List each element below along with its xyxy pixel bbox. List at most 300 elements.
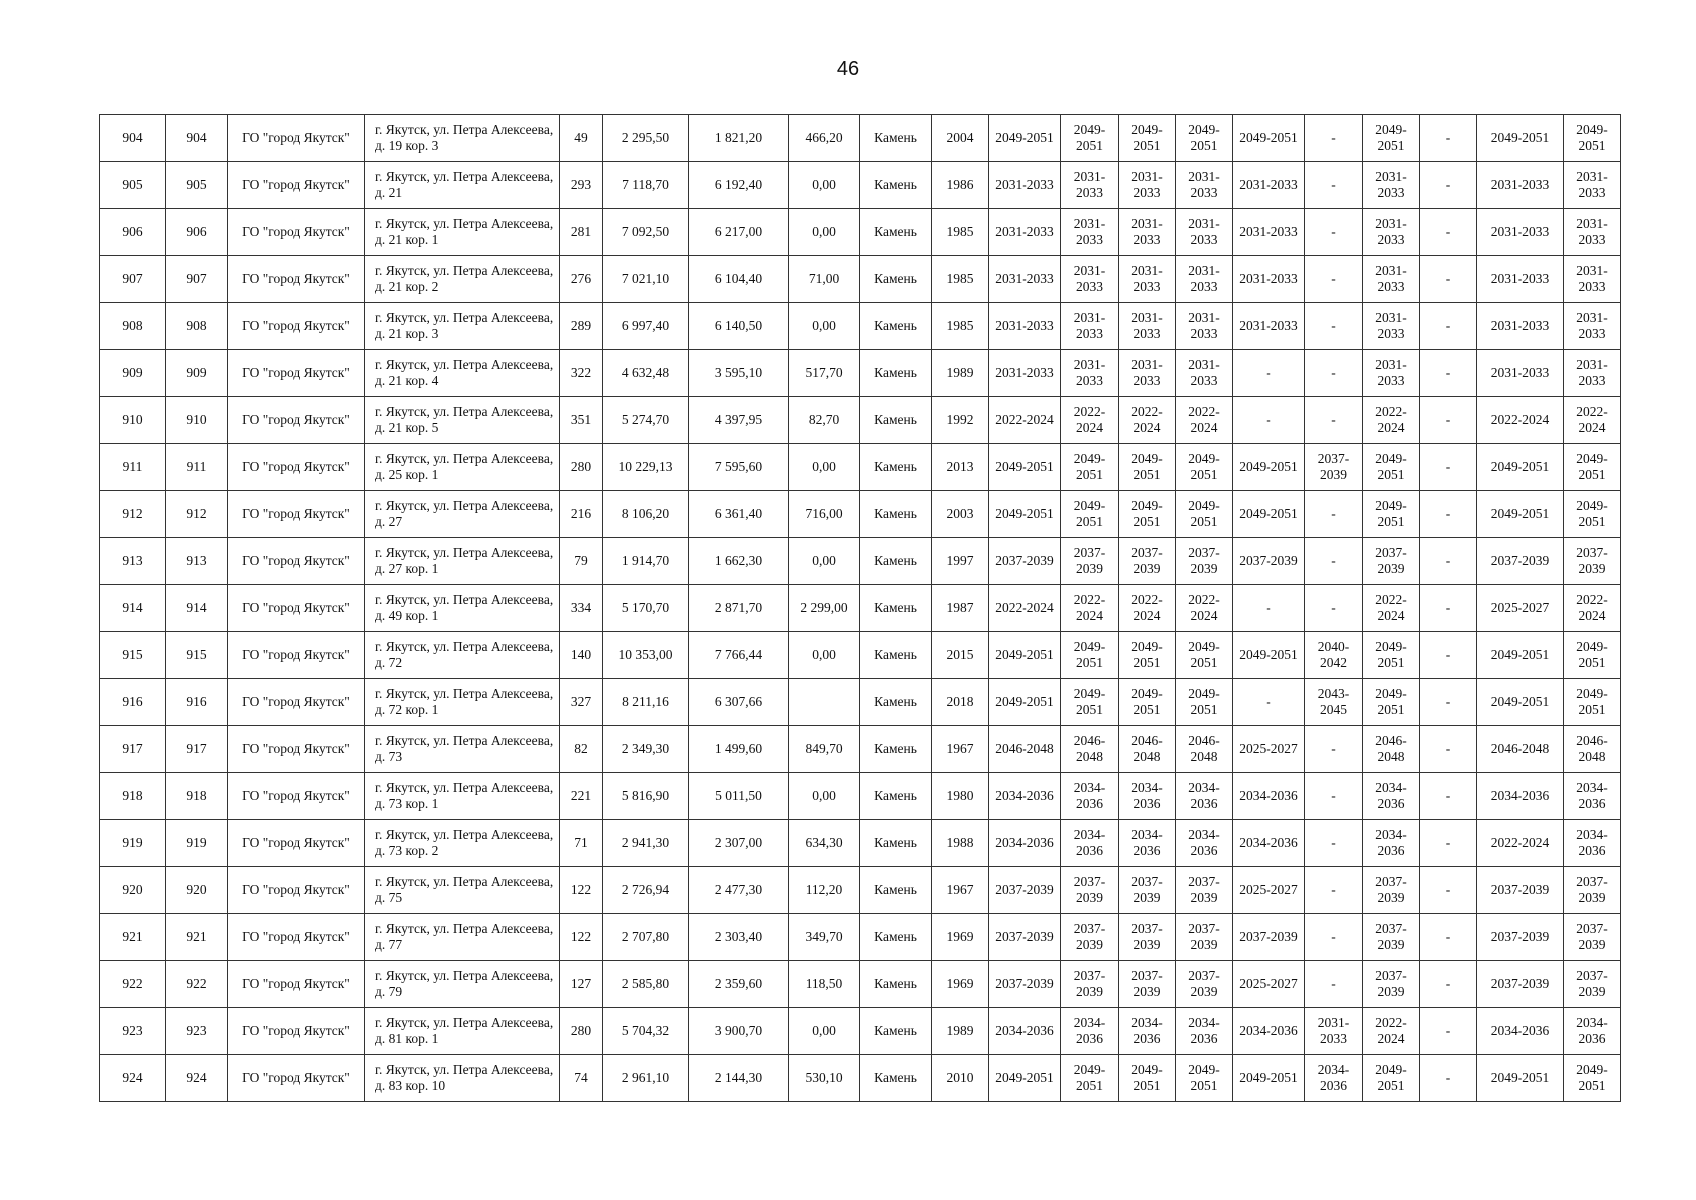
work-period-cell: 2031-2033 <box>989 256 1061 303</box>
address-cell: г. Якутск, ул. Петра Алексеева, д. 75 <box>365 867 560 914</box>
residential-area-cell: 3 595,10 <box>689 350 789 397</box>
residential-area-cell: 2 303,40 <box>689 914 789 961</box>
work-period-cell: 2049-2051 <box>1061 1055 1119 1102</box>
work-period-cell: 2049-2051 <box>989 679 1061 726</box>
work-period-cell: 2034-2036 <box>1564 820 1621 867</box>
address-cell: г. Якутск, ул. Петра Алексеева, д. 21 <box>365 162 560 209</box>
build-year-cell: 1989 <box>932 1008 989 1055</box>
work-period-cell: 2049-2051 <box>1176 491 1233 538</box>
wall-material-cell: Камень <box>860 1008 932 1055</box>
work-period-cell: 2049-2051 <box>1564 679 1621 726</box>
work-period-cell: 2031-2033 <box>1119 209 1176 256</box>
build-year-cell: 1986 <box>932 162 989 209</box>
work-period-cell: 2034-2036 <box>1061 820 1119 867</box>
work-period-cell: 2031-2033 <box>1477 303 1564 350</box>
work-period-cell: - <box>1305 726 1363 773</box>
address-cell: г. Якутск, ул. Петра Алексеева, д. 21 кор. 3 <box>365 303 560 350</box>
work-period-cell: - <box>1305 914 1363 961</box>
work-period-cell: 2034-2036 <box>989 773 1061 820</box>
total-area-cell: 6 997,40 <box>603 303 689 350</box>
work-period-cell: 2037-2039 <box>1564 867 1621 914</box>
work-period-cell: 2034-2036 <box>1233 820 1305 867</box>
residential-area-cell: 1 821,20 <box>689 115 789 162</box>
work-period-cell: 2031-2033 <box>1061 256 1119 303</box>
build-year-cell: 2003 <box>932 491 989 538</box>
work-period-cell: 2049-2051 <box>1477 632 1564 679</box>
build-year-cell: 1969 <box>932 914 989 961</box>
residents-cell: 49 <box>560 115 603 162</box>
work-period-cell: 2031-2033 <box>1233 209 1305 256</box>
work-period-cell: 2037-2039 <box>1477 914 1564 961</box>
registry-number-cell: 916 <box>166 679 228 726</box>
registry-number-cell: 905 <box>166 162 228 209</box>
work-period-cell: 2034-2036 <box>1233 773 1305 820</box>
wall-material-cell: Камень <box>860 867 932 914</box>
residential-area-cell: 2 359,60 <box>689 961 789 1008</box>
residents-cell: 322 <box>560 350 603 397</box>
registry-number-cell: 907 <box>166 256 228 303</box>
work-period-cell: 2049-2051 <box>1119 679 1176 726</box>
work-period-cell: 2049-2051 <box>1363 115 1420 162</box>
total-area-cell: 10 353,00 <box>603 632 689 679</box>
work-period-cell: 2037-2039 <box>1477 538 1564 585</box>
work-period-cell: 2049-2051 <box>1477 491 1564 538</box>
municipality-cell: ГО "город Якутск" <box>228 867 365 914</box>
work-period-cell: 2037-2039 <box>1233 538 1305 585</box>
row-number-cell: 920 <box>100 867 166 914</box>
registry-number-cell: 908 <box>166 303 228 350</box>
table-row <box>100 914 1621 961</box>
work-period-cell: - <box>1305 820 1363 867</box>
wall-material-cell: Камень <box>860 303 932 350</box>
address-cell: г. Якутск, ул. Петра Алексеева, д. 72 <box>365 632 560 679</box>
work-period-cell: - <box>1420 256 1477 303</box>
work-period-cell: 2049-2051 <box>989 632 1061 679</box>
table-row <box>100 632 1621 679</box>
work-period-cell: 2031-2033 <box>1363 209 1420 256</box>
nonresidential-area-cell: 71,00 <box>789 256 860 303</box>
residential-area-cell: 3 900,70 <box>689 1008 789 1055</box>
work-period-cell: - <box>1305 538 1363 585</box>
wall-material-cell: Камень <box>860 632 932 679</box>
row-number-cell: 917 <box>100 726 166 773</box>
address-cell: г. Якутск, ул. Петра Алексеева, д. 73 кор. 2 <box>365 820 560 867</box>
residential-area-cell: 6 104,40 <box>689 256 789 303</box>
residents-cell: 351 <box>560 397 603 444</box>
work-period-cell: 2037-2039 <box>1363 867 1420 914</box>
work-period-cell: - <box>1233 350 1305 397</box>
residents-cell: 276 <box>560 256 603 303</box>
work-period-cell: 2049-2051 <box>1363 444 1420 491</box>
total-area-cell: 2 295,50 <box>603 115 689 162</box>
work-period-cell: 2037-2039 <box>1176 867 1233 914</box>
row-number-cell: 916 <box>100 679 166 726</box>
build-year-cell: 1985 <box>932 256 989 303</box>
work-period-cell: - <box>1420 726 1477 773</box>
work-period-cell: 2037-2039 <box>1363 538 1420 585</box>
wall-material-cell: Камень <box>860 820 932 867</box>
table-row <box>100 491 1621 538</box>
work-period-cell: 2046-2048 <box>1363 726 1420 773</box>
registry-number-cell: 917 <box>166 726 228 773</box>
residential-area-cell: 5 011,50 <box>689 773 789 820</box>
municipality-cell: ГО "город Якутск" <box>228 585 365 632</box>
municipality-cell: ГО "город Якутск" <box>228 1008 365 1055</box>
work-period-cell: 2049-2051 <box>1564 115 1621 162</box>
work-period-cell: 2031-2033 <box>1176 256 1233 303</box>
work-period-cell: 2046-2048 <box>1477 726 1564 773</box>
work-period-cell: 2049-2051 <box>1119 115 1176 162</box>
housing-registry-table <box>99 114 1621 1102</box>
residential-area-cell: 1 662,30 <box>689 538 789 585</box>
work-period-cell: 2031-2033 <box>1233 303 1305 350</box>
work-period-cell: 2034-2036 <box>1176 820 1233 867</box>
total-area-cell: 10 229,13 <box>603 444 689 491</box>
work-period-cell: 2049-2051 <box>1119 632 1176 679</box>
row-number-cell: 904 <box>100 115 166 162</box>
work-period-cell: 2049-2051 <box>1233 1055 1305 1102</box>
work-period-cell: 2034-2036 <box>1477 1008 1564 1055</box>
work-period-cell: - <box>1420 303 1477 350</box>
work-period-cell: 2049-2051 <box>1477 444 1564 491</box>
work-period-cell: 2037-2039 <box>989 867 1061 914</box>
work-period-cell: 2049-2051 <box>989 444 1061 491</box>
total-area-cell: 1 914,70 <box>603 538 689 585</box>
registry-number-cell: 922 <box>166 961 228 1008</box>
municipality-cell: ГО "город Якутск" <box>228 350 365 397</box>
work-period-cell: - <box>1305 397 1363 444</box>
work-period-cell: - <box>1420 350 1477 397</box>
municipality-cell: ГО "город Якутск" <box>228 632 365 679</box>
work-period-cell: 2037-2039 <box>1564 961 1621 1008</box>
work-period-cell: 2022-2024 <box>1363 585 1420 632</box>
work-period-cell: 2049-2051 <box>989 115 1061 162</box>
work-period-cell: - <box>1305 491 1363 538</box>
row-number-cell: 910 <box>100 397 166 444</box>
address-cell: г. Якутск, ул. Петра Алексеева, д. 25 кор. 1 <box>365 444 560 491</box>
total-area-cell: 2 707,80 <box>603 914 689 961</box>
registry-number-cell: 904 <box>166 115 228 162</box>
nonresidential-area-cell: 0,00 <box>789 773 860 820</box>
build-year-cell: 1987 <box>932 585 989 632</box>
table-row <box>100 867 1621 914</box>
work-period-cell: 2031-2033 <box>1119 256 1176 303</box>
residential-area-cell: 1 499,60 <box>689 726 789 773</box>
work-period-cell: 2037-2039 <box>1061 914 1119 961</box>
work-period-cell: 2022-2024 <box>1119 397 1176 444</box>
work-period-cell: 2037-2039 <box>989 538 1061 585</box>
residents-cell: 280 <box>560 1008 603 1055</box>
table-row <box>100 256 1621 303</box>
residents-cell: 289 <box>560 303 603 350</box>
table-row <box>100 115 1621 162</box>
wall-material-cell: Камень <box>860 1055 932 1102</box>
work-period-cell: 2049-2051 <box>1061 491 1119 538</box>
work-period-cell: 2046-2048 <box>989 726 1061 773</box>
row-number-cell: 906 <box>100 209 166 256</box>
work-period-cell: 2049-2051 <box>1564 444 1621 491</box>
registry-number-cell: 914 <box>166 585 228 632</box>
work-period-cell: - <box>1420 491 1477 538</box>
work-period-cell: 2049-2051 <box>1477 1055 1564 1102</box>
work-period-cell: - <box>1305 867 1363 914</box>
table-row <box>100 444 1621 491</box>
registry-number-cell: 910 <box>166 397 228 444</box>
table-row <box>100 1008 1621 1055</box>
build-year-cell: 2004 <box>932 115 989 162</box>
work-period-cell: 2031-2033 <box>1564 256 1621 303</box>
row-number-cell: 922 <box>100 961 166 1008</box>
work-period-cell: - <box>1305 961 1363 1008</box>
nonresidential-area-cell: 0,00 <box>789 1008 860 1055</box>
total-area-cell: 8 106,20 <box>603 491 689 538</box>
work-period-cell: 2031-2033 <box>1564 162 1621 209</box>
work-period-cell: - <box>1305 256 1363 303</box>
work-period-cell: 2037-2039 <box>1564 914 1621 961</box>
row-number-cell: 919 <box>100 820 166 867</box>
work-period-cell: 2022-2024 <box>1363 397 1420 444</box>
row-number-cell: 923 <box>100 1008 166 1055</box>
nonresidential-area-cell: 634,30 <box>789 820 860 867</box>
residents-cell: 79 <box>560 538 603 585</box>
row-number-cell: 918 <box>100 773 166 820</box>
residential-area-cell: 6 192,40 <box>689 162 789 209</box>
work-period-cell: 2034-2036 <box>1176 773 1233 820</box>
work-period-cell: 2037-2039 <box>989 961 1061 1008</box>
build-year-cell: 1992 <box>932 397 989 444</box>
work-period-cell: 2037-2039 <box>1233 914 1305 961</box>
nonresidential-area-cell: 517,70 <box>789 350 860 397</box>
row-number-cell: 912 <box>100 491 166 538</box>
municipality-cell: ГО "город Якутск" <box>228 397 365 444</box>
work-period-cell: 2034-2036 <box>1119 820 1176 867</box>
wall-material-cell: Камень <box>860 538 932 585</box>
work-period-cell: 2031-2033 <box>1061 209 1119 256</box>
work-period-cell: 2031-2033 <box>1363 350 1420 397</box>
nonresidential-area-cell: 0,00 <box>789 632 860 679</box>
work-period-cell: 2049-2051 <box>1176 444 1233 491</box>
work-period-cell: 2034-2036 <box>989 1008 1061 1055</box>
work-period-cell: 2034-2036 <box>989 820 1061 867</box>
work-period-cell: 2037-2039 <box>1477 961 1564 1008</box>
work-period-cell: 2034-2036 <box>1477 773 1564 820</box>
registry-number-cell: 911 <box>166 444 228 491</box>
work-period-cell: 2049-2051 <box>1176 632 1233 679</box>
wall-material-cell: Камень <box>860 491 932 538</box>
municipality-cell: ГО "город Якутск" <box>228 256 365 303</box>
work-period-cell: 2049-2051 <box>1233 491 1305 538</box>
address-cell: г. Якутск, ул. Петра Алексеева, д. 21 кор. 1 <box>365 209 560 256</box>
work-period-cell: - <box>1420 585 1477 632</box>
work-period-cell: 2031-2033 <box>1233 256 1305 303</box>
work-period-cell: 2031-2033 <box>989 303 1061 350</box>
residents-cell: 140 <box>560 632 603 679</box>
residential-area-cell: 6 307,66 <box>689 679 789 726</box>
residential-area-cell: 2 477,30 <box>689 867 789 914</box>
work-period-cell: 2022-2024 <box>1119 585 1176 632</box>
work-period-cell: 2049-2051 <box>1233 115 1305 162</box>
row-number-cell: 924 <box>100 1055 166 1102</box>
build-year-cell: 1980 <box>932 773 989 820</box>
work-period-cell: 2049-2051 <box>1061 632 1119 679</box>
municipality-cell: ГО "город Якутск" <box>228 773 365 820</box>
work-period-cell: - <box>1420 162 1477 209</box>
work-period-cell: 2031-2033 <box>1176 350 1233 397</box>
work-period-cell: 2049-2051 <box>1564 1055 1621 1102</box>
nonresidential-area-cell: 0,00 <box>789 444 860 491</box>
row-number-cell: 914 <box>100 585 166 632</box>
work-period-cell: 2037-2039 <box>1176 914 1233 961</box>
work-period-cell: 2037-2039 <box>1363 914 1420 961</box>
work-period-cell: - <box>1305 303 1363 350</box>
residents-cell: 216 <box>560 491 603 538</box>
work-period-cell: 2037-2039 <box>1061 961 1119 1008</box>
wall-material-cell: Камень <box>860 726 932 773</box>
table-row <box>100 350 1621 397</box>
work-period-cell: 2037-2039 <box>1119 867 1176 914</box>
table-row <box>100 961 1621 1008</box>
work-period-cell: 2022-2024 <box>1176 585 1233 632</box>
address-cell: г. Якутск, ул. Петра Алексеева, д. 27 <box>365 491 560 538</box>
work-period-cell: 2046-2048 <box>1176 726 1233 773</box>
work-period-cell: 2037-2039 <box>1305 444 1363 491</box>
build-year-cell: 1985 <box>932 209 989 256</box>
work-period-cell: 2022-2024 <box>989 397 1061 444</box>
table-row <box>100 162 1621 209</box>
build-year-cell: 2018 <box>932 679 989 726</box>
work-period-cell: 2049-2051 <box>1564 491 1621 538</box>
nonresidential-area-cell: 466,20 <box>789 115 860 162</box>
municipality-cell: ГО "город Якутск" <box>228 162 365 209</box>
registry-number-cell: 918 <box>166 773 228 820</box>
address-cell: г. Якутск, ул. Петра Алексеева, д. 83 кор. 10 <box>365 1055 560 1102</box>
work-period-cell: 2031-2033 <box>989 209 1061 256</box>
work-period-cell: 2037-2039 <box>1176 961 1233 1008</box>
total-area-cell: 7 092,50 <box>603 209 689 256</box>
municipality-cell: ГО "город Якутск" <box>228 303 365 350</box>
work-period-cell: 2049-2051 <box>1119 491 1176 538</box>
work-period-cell: 2034-2036 <box>1119 1008 1176 1055</box>
work-period-cell: 2049-2051 <box>1061 679 1119 726</box>
municipality-cell: ГО "город Якутск" <box>228 1055 365 1102</box>
work-period-cell: 2031-2033 <box>1061 303 1119 350</box>
work-period-cell: 2031-2033 <box>1477 256 1564 303</box>
work-period-cell: 2049-2051 <box>1061 444 1119 491</box>
work-period-cell: 2037-2039 <box>1176 538 1233 585</box>
work-period-cell: 2034-2036 <box>1564 773 1621 820</box>
work-period-cell: - <box>1305 585 1363 632</box>
municipality-cell: ГО "город Якутск" <box>228 209 365 256</box>
work-period-cell: 2034-2036 <box>1061 773 1119 820</box>
address-cell: г. Якутск, ул. Петра Алексеева, д. 77 <box>365 914 560 961</box>
work-period-cell: 2049-2051 <box>1477 679 1564 726</box>
wall-material-cell: Камень <box>860 444 932 491</box>
build-year-cell: 2013 <box>932 444 989 491</box>
wall-material-cell: Камень <box>860 256 932 303</box>
residential-area-cell: 2 871,70 <box>689 585 789 632</box>
municipality-cell: ГО "город Якутск" <box>228 914 365 961</box>
work-period-cell: 2031-2033 <box>1176 162 1233 209</box>
work-period-cell: 2031-2033 <box>1119 350 1176 397</box>
total-area-cell: 8 211,16 <box>603 679 689 726</box>
work-period-cell: 2049-2051 <box>1477 115 1564 162</box>
nonresidential-area-cell: 0,00 <box>789 162 860 209</box>
build-year-cell: 1967 <box>932 867 989 914</box>
total-area-cell: 2 349,30 <box>603 726 689 773</box>
work-period-cell: 2049-2051 <box>1564 632 1621 679</box>
address-cell: г. Якутск, ул. Петра Алексеева, д. 79 <box>365 961 560 1008</box>
row-number-cell: 905 <box>100 162 166 209</box>
total-area-cell: 2 941,30 <box>603 820 689 867</box>
work-period-cell: 2031-2033 <box>1119 303 1176 350</box>
total-area-cell: 2 726,94 <box>603 867 689 914</box>
work-period-cell: - <box>1233 397 1305 444</box>
work-period-cell: 2031-2033 <box>1564 303 1621 350</box>
row-number-cell: 909 <box>100 350 166 397</box>
work-period-cell: 2034-2036 <box>1363 820 1420 867</box>
work-period-cell: - <box>1420 1008 1477 1055</box>
residents-cell: 71 <box>560 820 603 867</box>
work-period-cell: - <box>1420 679 1477 726</box>
build-year-cell: 1988 <box>932 820 989 867</box>
address-cell: г. Якутск, ул. Петра Алексеева, д. 49 кор. 1 <box>365 585 560 632</box>
residents-cell: 127 <box>560 961 603 1008</box>
work-period-cell: 2049-2051 <box>1176 679 1233 726</box>
work-period-cell: 2031-2033 <box>989 350 1061 397</box>
work-period-cell: 2049-2051 <box>1233 632 1305 679</box>
work-period-cell: 2022-2024 <box>1564 397 1621 444</box>
work-period-cell: - <box>1420 209 1477 256</box>
row-number-cell: 913 <box>100 538 166 585</box>
nonresidential-area-cell: 716,00 <box>789 491 860 538</box>
row-number-cell: 921 <box>100 914 166 961</box>
work-period-cell: 2022-2024 <box>1061 397 1119 444</box>
work-period-cell: - <box>1233 585 1305 632</box>
work-period-cell: 2049-2051 <box>1061 115 1119 162</box>
table-row <box>100 773 1621 820</box>
registry-number-cell: 906 <box>166 209 228 256</box>
work-period-cell: 2031-2033 <box>1477 209 1564 256</box>
address-cell: г. Якутск, ул. Петра Алексеева, д. 21 кор. 5 <box>365 397 560 444</box>
work-period-cell: 2031-2033 <box>1363 256 1420 303</box>
work-period-cell: 2031-2033 <box>1305 1008 1363 1055</box>
total-area-cell: 5 170,70 <box>603 585 689 632</box>
work-period-cell: 2022-2024 <box>1477 820 1564 867</box>
address-cell: г. Якутск, ул. Петра Алексеева, д. 81 кор. 1 <box>365 1008 560 1055</box>
work-period-cell: 2037-2039 <box>1564 538 1621 585</box>
wall-material-cell: Камень <box>860 350 932 397</box>
nonresidential-area-cell: 112,20 <box>789 867 860 914</box>
work-period-cell: 2031-2033 <box>1176 209 1233 256</box>
build-year-cell: 2010 <box>932 1055 989 1102</box>
build-year-cell: 1967 <box>932 726 989 773</box>
work-period-cell: 2031-2033 <box>1363 303 1420 350</box>
municipality-cell: ГО "город Якутск" <box>228 726 365 773</box>
work-period-cell: - <box>1420 397 1477 444</box>
row-number-cell: 915 <box>100 632 166 679</box>
work-period-cell: - <box>1420 961 1477 1008</box>
build-year-cell: 2015 <box>932 632 989 679</box>
wall-material-cell: Камень <box>860 209 932 256</box>
work-period-cell: 2022-2024 <box>1363 1008 1420 1055</box>
work-period-cell: 2025-2027 <box>1477 585 1564 632</box>
total-area-cell: 5 274,70 <box>603 397 689 444</box>
registry-number-cell: 913 <box>166 538 228 585</box>
total-area-cell: 7 118,70 <box>603 162 689 209</box>
wall-material-cell: Камень <box>860 585 932 632</box>
address-cell: г. Якутск, ул. Петра Алексеева, д. 21 кор. 4 <box>365 350 560 397</box>
work-period-cell: 2046-2048 <box>1119 726 1176 773</box>
